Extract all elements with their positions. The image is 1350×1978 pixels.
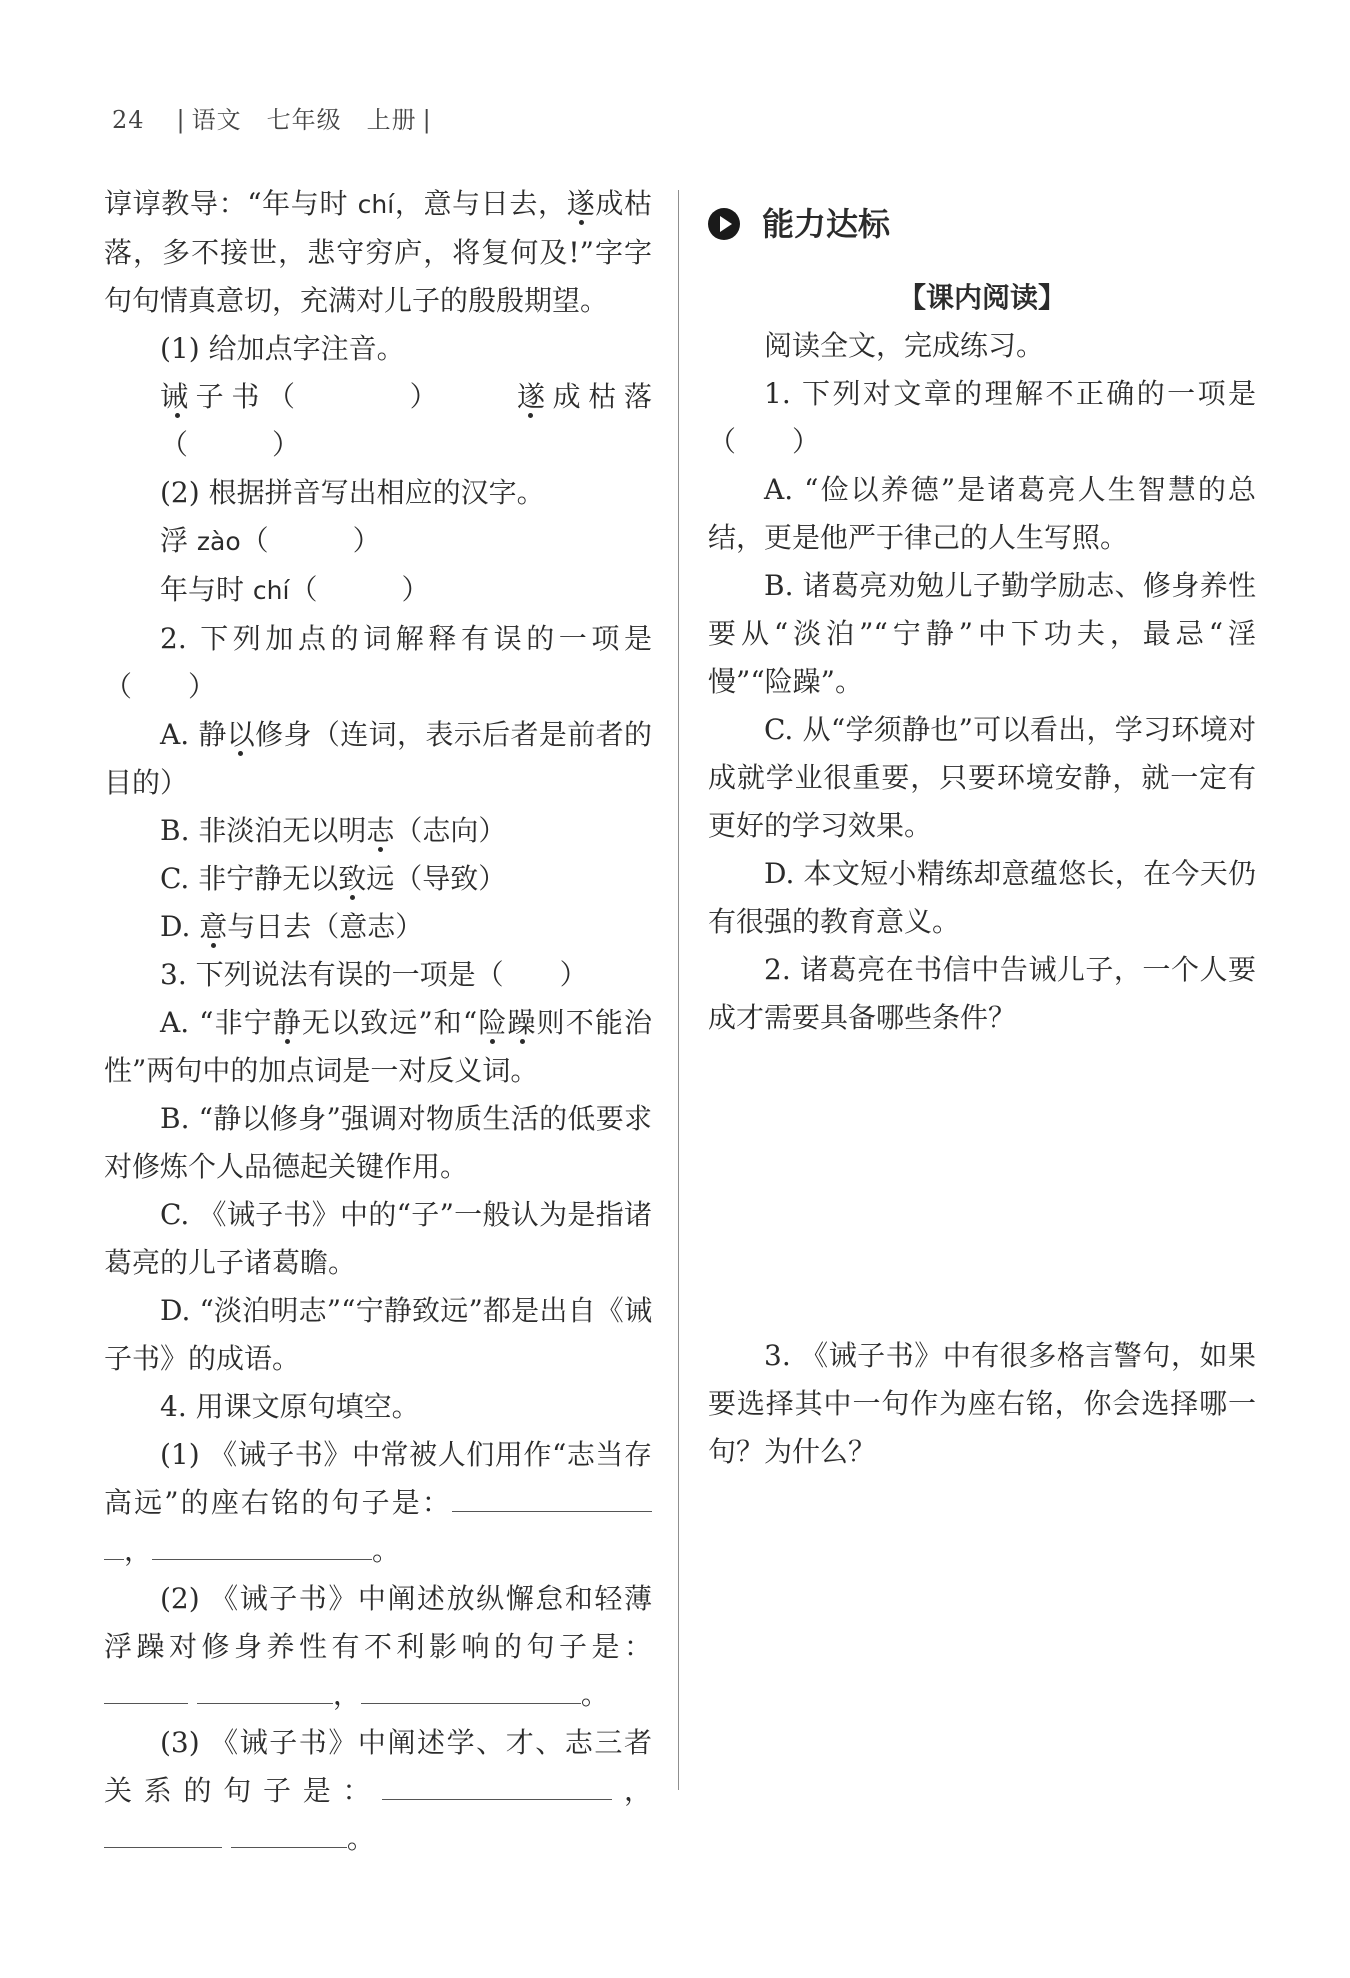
fill-blank[interactable] (152, 1529, 372, 1560)
rq1-option-b: B. 诸葛亮劝勉儿子勤学励志、修身养性要从“淡泊”“宁静”中下功夫，最忌“淫慢”“险躁”。 (708, 569, 1256, 698)
answer-blank[interactable]: （ ） (289, 573, 430, 606)
q3-option-a: A. “非宁静无以致远”和“险躁则不能治性”两句中的加点词是一对反义词。 (104, 1006, 652, 1087)
header-separator: | (176, 106, 186, 134)
dotted-char: 遂 (566, 187, 596, 220)
q1-words: 诫子书（ ） 遂成枯落（ ） (160, 380, 652, 461)
q4-item-3: (3) 《诫子书》中阐述学、才、志三者关系的句子是： ， 。 (104, 1726, 652, 1855)
section-heading: 能力达标 (708, 200, 1256, 248)
rq1-option-c: C. 从“学须静也”可以看出，学习环境对成就学业很重要，只要环境安静，就一定有更好的学习效果。 (708, 713, 1256, 842)
header-separator-end: | (422, 106, 432, 134)
fill-blank[interactable] (452, 1481, 652, 1512)
fill-blank[interactable] (104, 1673, 188, 1704)
question-2: 2. 下列加点的词解释有误的一项是（ ） (104, 622, 652, 703)
answer-blank[interactable]: （ ） (240, 524, 381, 557)
subsection-title: 【课内阅读】 (897, 281, 1066, 314)
right-question-1: 1. 下列对文章的理解不正确的一项是（ ） (708, 377, 1256, 458)
q2-option-c: C. 非宁静无以致远（导致） (160, 862, 507, 895)
q2-option-a: A. 静以修身（连词，表示后者是前者的目的） (104, 718, 652, 799)
rq1-option-d: D. 本文短小精练却意蕴悠长，在今天仍有很强的教育意义。 (708, 857, 1256, 938)
play-circle-icon (708, 208, 740, 240)
fill-blank[interactable] (382, 1769, 612, 1800)
q1-pinyin-2: 年与时 chí（ ） (160, 573, 430, 606)
right-question-3: 3. 《诫子书》中有很多格言警句，如果要选择其中一句作为座右铭，你会选择哪一句？为什么？ (708, 1339, 1256, 1468)
fill-blank[interactable] (361, 1673, 581, 1704)
fill-blank[interactable] (197, 1673, 333, 1704)
answer-area[interactable] (708, 1042, 1256, 1332)
fill-blank[interactable] (104, 1817, 222, 1848)
instruction: 阅读全文，完成练习。 (764, 329, 1045, 362)
question-3: 3. 下列说法有误的一项是（ ） (160, 958, 588, 991)
intro-paragraph: 谆谆教导：“年与时 chí，意与日去，遂成枯落，多不接世，悲守穷庐，将复何及!”字字句句情真意切，充满对儿子的殷殷期望。 (104, 187, 652, 317)
column-divider (678, 190, 679, 1790)
right-column (708, 180, 1256, 1476)
q4-item-2: (2) 《诫子书》中阐述放纵懈怠和轻薄浮躁对修身养性有不利影响的句子是： ， 。 (104, 1582, 652, 1711)
q1-sub1: (1) 给加点字注音。 (160, 332, 405, 365)
page-number: 24 (112, 106, 145, 134)
q1-sub2: (2) 根据拼音写出相应的汉字。 (160, 476, 545, 509)
page-header (112, 100, 438, 135)
rq1-option-a: A. “俭以养德”是诸葛亮人生智慧的总结，更是他严于律己的人生写照。 (708, 473, 1256, 554)
q3-option-b: B. “静以修身”强调对物质生活的低要求对修炼个人品德起关键作用。 (104, 1102, 652, 1183)
book-title: 语文 七年级 上册 (191, 106, 417, 134)
q2-option-b: B. 非淡泊无以明志（志向） (160, 814, 507, 847)
q4-item-1: (1) 《诫子书》中常被人们用作“志当存高远”的座右铭的句子是： ， 。 (104, 1438, 652, 1567)
question-4: 4. 用课文原句填空。 (160, 1390, 420, 1423)
q2-option-d: D. 意与日去（意志） (160, 910, 424, 943)
left-column (104, 180, 652, 1863)
q3-option-d: D. “淡泊明志”“宁静致远”都是出自《诫子书》的成语。 (104, 1294, 652, 1375)
fill-blank[interactable] (104, 1529, 124, 1560)
right-question-2: 2. 诸葛亮在书信中告诫儿子，一个人要成才需要具备哪些条件？ (708, 953, 1256, 1034)
q3-option-c: C. 《诫子书》中的“子”一般认为是指诸葛亮的儿子诸葛瞻。 (104, 1198, 652, 1279)
q1-pinyin-1: 浮 zào（ ） (160, 524, 381, 557)
fill-blank[interactable] (231, 1817, 347, 1848)
